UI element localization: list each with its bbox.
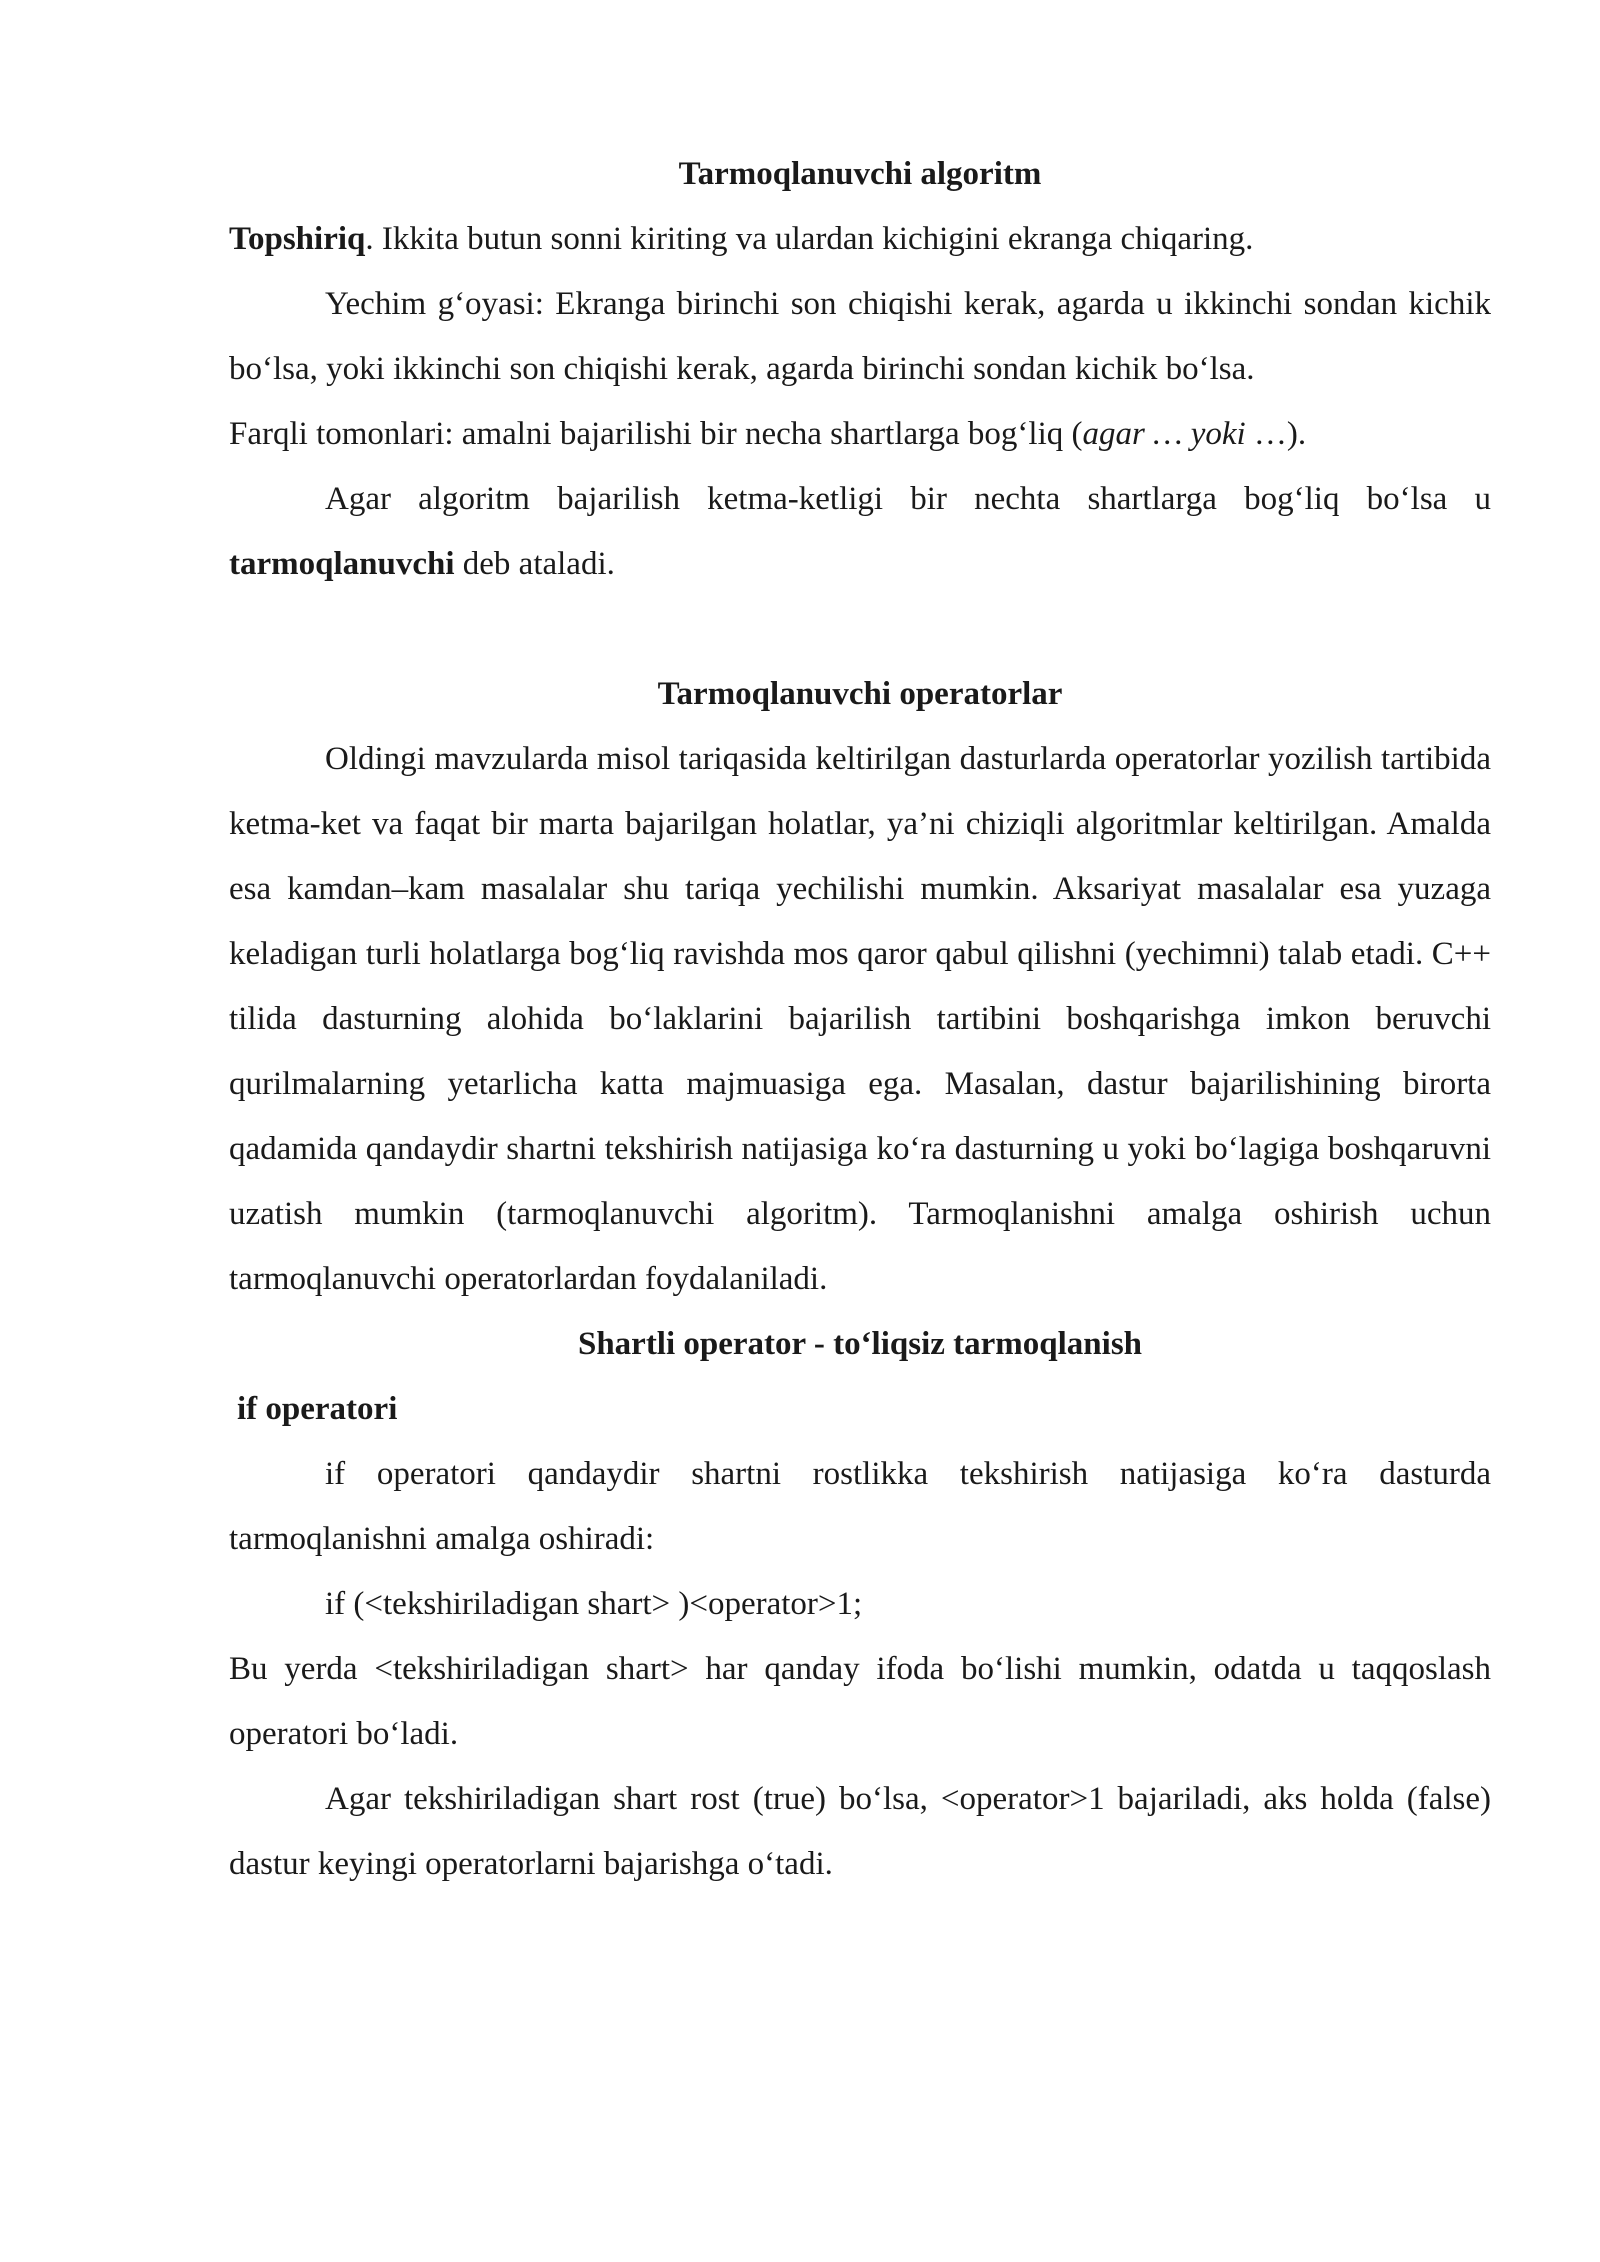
heading-branching-algorithm: Tarmoqlanuvchi algoritm [678, 156, 1042, 192]
definition-paragraph [229, 467, 1491, 597]
difference-paragraph [229, 402, 1491, 467]
definition-text-before: Agar algoritm bajarilish ketma-ketligi bir nechta shartlarga bog‘liq bo‘lsa u [325, 481, 1491, 517]
task-label: Topshiriq [229, 221, 366, 257]
task-paragraph [229, 207, 1491, 272]
subheading-if-operator: if operatori [237, 1391, 398, 1427]
final-paragraph: Agar tekshiriladigan shart rost (true) bo‘lsa, <operator>1 bajariladi, aks holda (false) dastur keyingi operatorlarni bajarishga o‘tadi. [229, 1781, 1491, 1882]
section-spacer [229, 597, 1491, 662]
definition-term: tarmoqlanuvchi [229, 546, 455, 582]
if-syntax-line: if (<tekshiriladigan shart> )<operator>1; [325, 1586, 863, 1622]
difference-text-before: Farqli tomonlari: amalni bajarilishi bir necha shartlarga bog‘liq ( [229, 416, 1083, 452]
difference-agar: agar [1082, 416, 1145, 452]
if-description-paragraph: if operatori qandaydir shartni rostlikka tekshirish natijasiga ko‘ra dasturda tarmoqlanishni amalga oshiradi: [229, 1456, 1491, 1557]
difference-ellipsis: … [1144, 416, 1191, 452]
condition-explanation-paragraph: Bu yerda <tekshiriladigan shart> har qanday ifoda bo‘lishi mumkin, odatda u taqqoslash operatori bo‘ladi. [229, 1651, 1491, 1752]
difference-yoki: yoki [1190, 416, 1246, 452]
definition-text-after: deb ataladi. [454, 546, 615, 582]
task-text: . Ikkita butun sonni kiriting va ulardan kichigini ekranga chiqaring. [365, 221, 1254, 257]
heading-branching-operators: Tarmoqlanuvchi operatorlar [657, 676, 1063, 712]
document-page [229, 142, 1491, 1897]
heading-conditional-operator: Shartli operator - to‘liqsiz tarmoqlanish [577, 1326, 1143, 1362]
operators-paragraph: Oldingi mavzularda misol tariqasida keltirilgan dasturlarda operatorlar yozilish tartibida ketma-ket va faqat bir marta bajarilgan holatlar, ya’ni chiziqli algoritmlar keltirilgan. Amalda esa kamdan–kam masalalar shu tariqa yechilishi mumkin. Aksariyat masalalar esa yuzaga keladigan turli holatlarga bog‘liq ravishda mos qaror qabul qilishni (yechimni) talab etadi. C++ tilida dasturning alohida bo‘laklarini bajarilish tartibini boshqarishga imkon beruvchi qurilmalarning yetarlicha katta majmuasiga ega. Masalan, dastur bajarilishining birorta qadamida qandaydir shartni tekshirish natijasiga ko‘ra dasturning u yoki bo‘lagiga boshqaruvni uzatish mumkin (tarmoqlanuvchi algoritm). Tarmoqlanishni amalga oshirish uchun tarmoqlanuvchi operatorlardan foydalaniladi. [229, 741, 1491, 1297]
difference-text-after: …). [1245, 416, 1307, 452]
solution-idea-paragraph: Yechim g‘oyasi: Ekranga birinchi son chiqishi kerak, agarda u ikkinchi sondan kichik bo‘lsa, yoki ikkinchi son chiqishi kerak, agarda birinchi sondan kichik bo‘lsa. [229, 286, 1491, 387]
